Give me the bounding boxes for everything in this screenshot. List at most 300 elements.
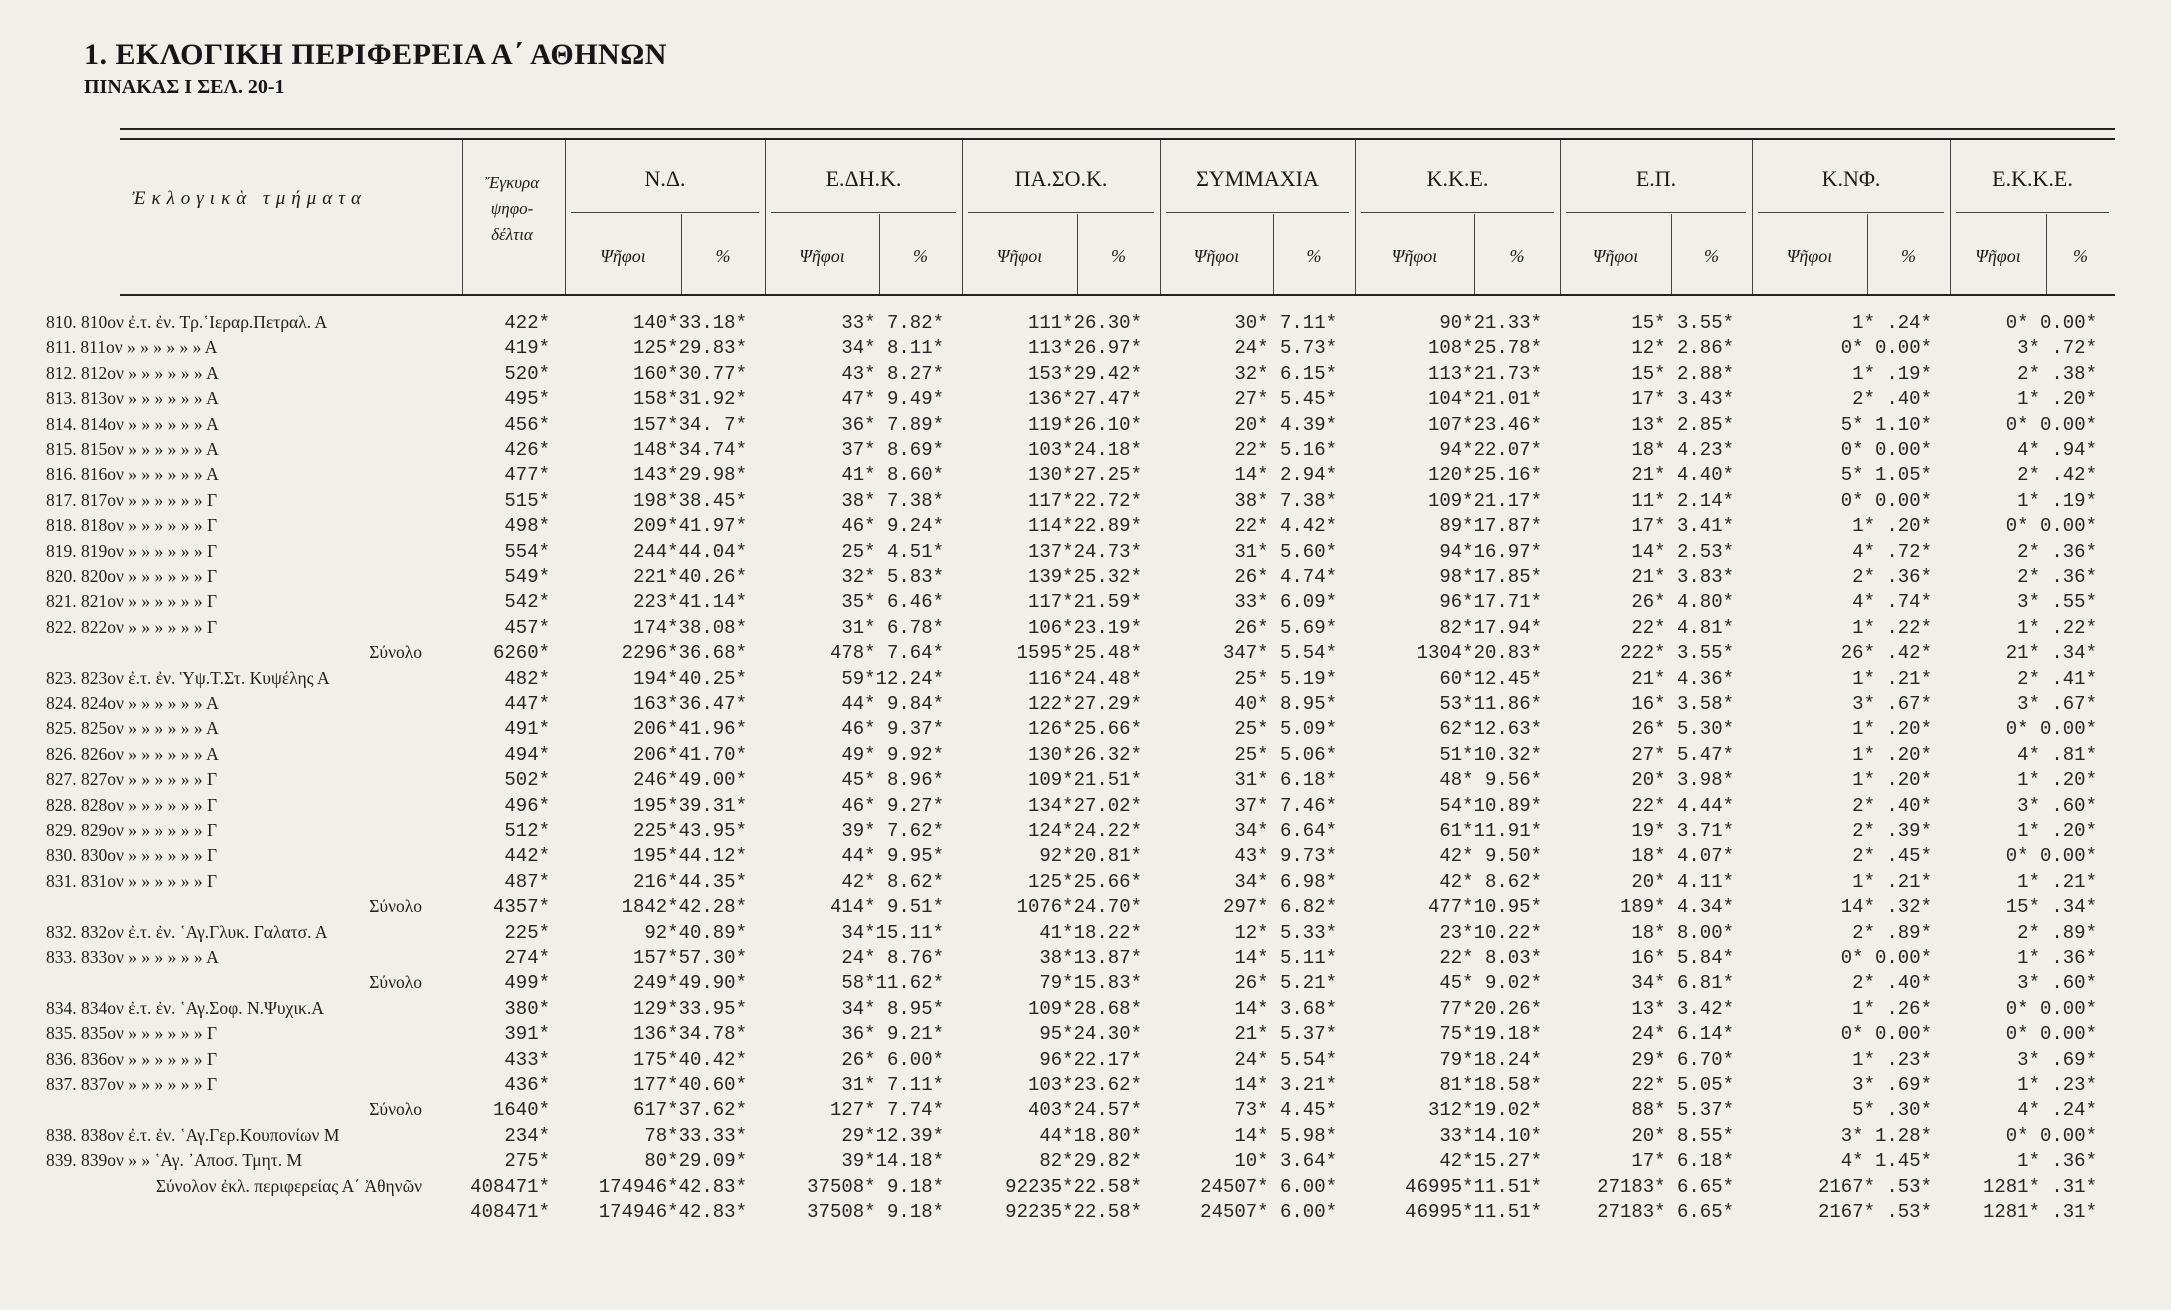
party-result-cell: 14* 2.94* <box>1234 464 1337 487</box>
party-result-cell: 33* 7.82* <box>841 312 944 334</box>
party-result-cell: 30* 7.11* <box>1234 312 1337 334</box>
party-result-cell: 98*17.85* <box>1439 566 1542 588</box>
party-result-cell: 78*33.33* <box>644 1124 747 1147</box>
party-result-cell: 16* 3.58* <box>1631 693 1734 715</box>
row-label: 826. 826ον » » » » » » Α <box>46 743 219 764</box>
row-label: 814. 814ον » » » » » » Α <box>46 413 219 434</box>
party-result-cell: 37* 8.69* <box>841 439 944 461</box>
party-result-cell: 88* 5.37* <box>1631 1099 1734 1122</box>
row-label: 824. 824ον » » » » » » Α <box>46 693 219 713</box>
valid-ballots-cell: 1640* <box>492 1099 550 1122</box>
party-result-cell: 14* 3.21* <box>1234 1074 1337 1096</box>
party-result-cell: 27183* 6.65* <box>1597 1201 1734 1223</box>
row-label: 834. 834ον ἐ.τ. ἐν. ῾Αγ.Σοφ. Ν.Ψυχικ.Α <box>46 997 324 1018</box>
party-result-cell: 157*34. 7* <box>632 413 747 436</box>
party-result-cell: 2* .89* <box>2017 921 2097 944</box>
party-result-cell: 3* 1.28* <box>1840 1124 1932 1147</box>
party-result-cell: 137*24.73* <box>1027 540 1142 563</box>
party-result-cell: 140*33.18* <box>632 312 747 334</box>
party-result-cell: 39* 7.62* <box>841 820 944 842</box>
valid-ballots-cell: 512* <box>504 820 550 842</box>
party-result-cell: 42* 8.62* <box>1439 870 1542 893</box>
party-result-cell: 136*27.47* <box>1027 388 1142 411</box>
percent-subheader: % <box>2073 246 2088 266</box>
valid-ballots-cell: 275* <box>504 1150 550 1173</box>
row-label: 813. 813ον » » » » » » Α <box>46 388 219 409</box>
party-result-cell: 125*29.83* <box>632 337 747 360</box>
party-result-cell: 37508* 9.18* <box>807 1175 944 1198</box>
table-row <box>0 871 2171 895</box>
party-header-underline <box>1166 212 1349 213</box>
header-column-divider <box>462 140 463 294</box>
party-result-cell: 124*24.22* <box>1027 820 1142 842</box>
party-result-cell: 1* .22* <box>2017 616 2097 639</box>
party-header: Ν.Δ. <box>644 166 686 191</box>
votes-pct-divider <box>879 214 880 294</box>
table-row <box>0 414 2171 438</box>
table-row <box>0 439 2171 463</box>
party-result-cell: 53*11.86* <box>1439 693 1542 715</box>
party-result-cell: 23*10.22* <box>1439 921 1542 944</box>
party-result-cell: 5* 1.05* <box>1840 464 1932 487</box>
party-result-cell: 1* .21* <box>1852 667 1932 690</box>
party-result-cell: 79*15.83* <box>1039 972 1142 995</box>
table-subtitle: ΠΙΝΑΚΑΣ Ι ΣΕΛ. 20-1 <box>84 76 285 98</box>
party-result-cell: 42*15.27* <box>1439 1150 1542 1173</box>
party-result-cell: 113*21.73* <box>1427 362 1542 385</box>
party-result-cell: 1* .20* <box>2017 769 2097 792</box>
party-result-cell: 27* 5.47* <box>1631 743 1734 766</box>
party-result-cell: 1* .22* <box>1852 616 1932 639</box>
row-label: 812. 812ον » » » » » » Α <box>46 362 219 383</box>
party-result-cell: 26* 5.21* <box>1234 972 1337 995</box>
party-result-cell: 148*34.74* <box>632 439 747 461</box>
row-label: 819. 819ον » » » » » » Γ <box>46 540 218 561</box>
row-label: 811. 811ον » » » » » » Α <box>46 337 218 358</box>
party-result-cell: 92*40.89* <box>644 921 747 944</box>
party-result-cell: 90*21.33* <box>1439 312 1542 334</box>
party-result-cell: 24* 5.73* <box>1234 337 1337 360</box>
party-result-cell: 42* 9.50* <box>1439 845 1542 868</box>
total-row <box>0 896 2171 920</box>
table-row <box>0 947 2171 971</box>
party-result-cell: 21* .34* <box>2005 642 2097 665</box>
party-result-cell: 33* 6.09* <box>1234 591 1337 614</box>
row-label: 833. 833ον » » » » » » Α <box>46 947 219 967</box>
row-label <box>22 1201 422 1225</box>
party-result-cell: 117*21.59* <box>1027 591 1142 614</box>
row-label: 827. 827ον » » » » » » Γ <box>46 769 218 790</box>
party-result-cell: 16* 5.84* <box>1631 947 1734 969</box>
party-result-cell: 109*21.51* <box>1027 769 1142 792</box>
votes-pct-divider <box>1273 214 1274 294</box>
party-result-cell: 27* 5.45* <box>1234 388 1337 411</box>
votes-pct-divider <box>681 214 682 294</box>
table-row <box>0 388 2171 412</box>
party-result-cell: 157*57.30* <box>632 947 747 969</box>
party-result-cell: 26* 5.69* <box>1234 616 1337 639</box>
row-label: Σύνολο <box>369 972 422 993</box>
party-result-cell: 175*40.42* <box>632 1048 747 1071</box>
party-result-cell: 31* 5.60* <box>1234 540 1337 563</box>
party-result-cell: 46995*11.51* <box>1405 1201 1542 1223</box>
total-row <box>0 1201 2171 1225</box>
party-result-cell: 36* 9.21* <box>841 1023 944 1046</box>
party-result-cell: 113*26.97* <box>1027 337 1142 360</box>
party-result-cell: 0* 0.00* <box>2005 312 2097 334</box>
party-result-cell: 111*26.30* <box>1027 312 1142 334</box>
row-label: 822. 822ον » » » » » » Γ <box>46 616 218 637</box>
party-header-underline <box>571 212 759 213</box>
party-result-cell: 4* 1.45* <box>1840 1150 1932 1173</box>
party-result-cell: 13* 2.85* <box>1631 413 1734 436</box>
valid-ballots-cell: 554* <box>504 540 550 563</box>
party-result-cell: 44*18.80* <box>1039 1124 1142 1147</box>
party-result-cell: 14* 5.11* <box>1234 947 1337 969</box>
party-result-cell: 174946*42.83* <box>598 1201 747 1223</box>
party-header: ΣΥΜΜΑΧΙΑ <box>1196 166 1319 191</box>
party-result-cell: 26* 4.80* <box>1631 591 1734 614</box>
party-result-cell: 5* .30* <box>1852 1099 1932 1122</box>
party-result-cell: 130*26.32* <box>1027 743 1142 766</box>
party-result-cell: 120*25.16* <box>1427 464 1542 487</box>
party-result-cell: 0* 0.00* <box>2005 1023 2097 1046</box>
party-result-cell: 34* 6.81* <box>1631 972 1734 995</box>
party-result-cell: 95*24.30* <box>1039 1023 1142 1046</box>
header-column-divider <box>1752 140 1753 294</box>
votes-subheader: Ψῆφοι <box>1786 246 1833 266</box>
party-result-cell: 0* 0.00* <box>2005 413 2097 436</box>
valid-ballots-cell: 495* <box>504 388 550 411</box>
party-result-cell: 25* 4.51* <box>841 540 944 563</box>
party-result-cell: 2* .45* <box>1852 845 1932 868</box>
percent-subheader: % <box>1704 246 1719 266</box>
party-result-cell: 104*21.01* <box>1427 388 1542 411</box>
party-result-cell: 38*13.87* <box>1039 947 1142 969</box>
row-label: 837. 837ον » » » » » » Γ <box>46 1074 218 1094</box>
party-result-cell: 103*24.18* <box>1027 439 1142 461</box>
party-result-cell: 1* .20* <box>1852 769 1932 792</box>
party-result-cell: 1* .19* <box>2017 489 2097 512</box>
valid-ballots-cell: 274* <box>504 947 550 969</box>
party-result-cell: 206*41.70* <box>632 743 747 766</box>
party-result-cell: 26* 4.74* <box>1234 566 1337 588</box>
table-row <box>0 541 2171 565</box>
party-result-cell: 0* 0.00* <box>2005 845 2097 868</box>
header-column-divider <box>1160 140 1161 294</box>
party-result-cell: 222* 3.55* <box>1619 642 1734 665</box>
party-result-cell: 114*22.89* <box>1027 515 1142 538</box>
valid-ballots-cell: 487* <box>504 870 550 893</box>
party-result-cell: 1842*42.28* <box>621 896 747 919</box>
table-row <box>0 922 2171 946</box>
table-row <box>0 668 2171 692</box>
valid-ballots-cell: 234* <box>504 1124 550 1147</box>
party-result-cell: 1* .23* <box>1852 1048 1932 1071</box>
party-result-cell: 0* 0.00* <box>1840 439 1932 461</box>
valid-ballots-cell: 502* <box>504 769 550 792</box>
party-result-cell: 20* 8.55* <box>1631 1124 1734 1147</box>
percent-subheader: % <box>913 246 928 266</box>
party-header: Ε.ΔΗ.Κ. <box>825 166 902 191</box>
valid-ballots-cell: 499* <box>504 972 550 995</box>
table-row <box>0 820 2171 844</box>
valid-ballots-cell: 408471* <box>470 1175 550 1198</box>
party-result-cell: 44* 9.95* <box>841 845 944 868</box>
party-result-cell: 139*25.32* <box>1027 566 1142 588</box>
row-label: 835. 835ον » » » » » » Γ <box>46 1023 218 1044</box>
header-bottom-rule <box>120 294 2115 296</box>
party-result-cell: 21* 4.36* <box>1631 667 1734 690</box>
party-result-cell: 2* .36* <box>2017 540 2097 563</box>
party-result-cell: 195*39.31* <box>632 794 747 817</box>
valid-ballots-cell: 457* <box>504 616 550 639</box>
party-result-cell: 134*27.02* <box>1027 794 1142 817</box>
party-result-cell: 4* .72* <box>1852 540 1932 563</box>
party-result-cell: 43* 8.27* <box>841 362 944 385</box>
party-result-cell: 37* 7.46* <box>1234 794 1337 817</box>
party-result-cell: 24* 8.76* <box>841 947 944 969</box>
valid-ballots-cell: 477* <box>504 464 550 487</box>
party-result-cell: 18* 4.07* <box>1631 845 1734 868</box>
table-row <box>0 718 2171 742</box>
valid-ballots-cell: 442* <box>504 845 550 868</box>
table-row <box>0 363 2171 387</box>
party-result-cell: 21* 5.37* <box>1234 1023 1337 1046</box>
party-result-cell: 47* 9.49* <box>841 388 944 411</box>
party-result-cell: 46995*11.51* <box>1405 1175 1542 1198</box>
party-result-cell: 2* .40* <box>1852 972 1932 995</box>
party-result-cell: 81*18.58* <box>1439 1074 1542 1096</box>
row-label: 823. 823ον ἐ.τ. ἐν. Ὑψ.Τ.Στ. Κυψέλης Α <box>46 667 330 688</box>
party-result-cell: 0* 0.00* <box>1840 947 1932 969</box>
valid-ballots-cell: 225* <box>504 921 550 944</box>
party-result-cell: 25* 5.09* <box>1234 718 1337 741</box>
party-result-cell: 22* 4.42* <box>1234 515 1337 538</box>
row-label: 821. 821ον » » » » » » Γ <box>46 591 218 612</box>
party-result-cell: 1* .36* <box>2017 947 2097 969</box>
party-header-underline <box>1361 212 1554 213</box>
table-row <box>0 591 2171 615</box>
valid-ballots-cell: 422* <box>504 312 550 334</box>
header-column-divider <box>1355 140 1356 294</box>
party-result-cell: 3* .55* <box>2017 591 2097 614</box>
party-result-cell: 22* 4.81* <box>1631 616 1734 639</box>
party-result-cell: 3* .67* <box>2017 693 2097 715</box>
party-result-cell: 12* 2.86* <box>1631 337 1734 360</box>
party-result-cell: 195*44.12* <box>632 845 747 868</box>
units-header: Ἐκλογικὰ τμήματα <box>132 188 367 209</box>
party-result-cell: 1* .23* <box>2017 1074 2097 1096</box>
party-result-cell: 198*38.45* <box>632 489 747 512</box>
party-result-cell: 92*20.81* <box>1039 845 1142 868</box>
party-result-cell: 18* 8.00* <box>1631 921 1734 944</box>
row-label: 838. 838ον ἐ.τ. ἐν. ῾Αγ.Γερ.Κουπονίων Μ <box>46 1124 340 1145</box>
party-result-cell: 92235*22.58* <box>1005 1201 1142 1223</box>
party-result-cell: 62*12.63* <box>1439 718 1542 741</box>
row-label: 831. 831ον » » » » » » Γ <box>46 870 218 891</box>
table-row <box>0 1074 2171 1098</box>
votes-pct-divider <box>2046 214 2047 294</box>
party-result-cell: 174*38.08* <box>632 616 747 639</box>
party-result-cell: 1076*24.70* <box>1016 896 1142 919</box>
party-result-cell: 40* 8.95* <box>1234 693 1337 715</box>
party-result-cell: 194*40.25* <box>632 667 747 690</box>
valid-ballots-cell: 496* <box>504 794 550 817</box>
valid-ballots-cell: 498* <box>504 515 550 538</box>
row-label: 828. 828ον » » » » » » Γ <box>46 794 218 815</box>
party-result-cell: 129*33.95* <box>632 997 747 1020</box>
party-result-cell: 246*49.00* <box>632 769 747 792</box>
party-result-cell: 4* .81* <box>2017 743 2097 766</box>
party-result-cell: 39*14.18* <box>841 1150 944 1173</box>
party-result-cell: 54*10.89* <box>1439 794 1542 817</box>
header-column-divider <box>1950 140 1951 294</box>
party-result-cell: 3* .60* <box>2017 972 2097 995</box>
row-label: 832. 832ον ἐ.τ. ἐν. ῾Αγ.Γλυκ. Γαλατσ. Α <box>46 921 328 942</box>
party-result-cell: 15* 2.88* <box>1631 362 1734 385</box>
party-result-cell: 0* 0.00* <box>1840 489 1932 512</box>
party-header: Ε.Π. <box>1635 166 1677 191</box>
party-result-cell: 107*23.46* <box>1427 413 1542 436</box>
party-result-cell: 2* .41* <box>2017 667 2097 690</box>
party-result-cell: 14* 2.53* <box>1631 540 1734 563</box>
party-result-cell: 58*11.62* <box>841 972 944 995</box>
party-header-underline <box>771 212 956 213</box>
party-result-cell: 4* .94* <box>2017 439 2097 461</box>
party-result-cell: 2* .36* <box>1852 566 1932 588</box>
party-result-cell: 2167* .53* <box>1817 1201 1932 1223</box>
party-result-cell: 3* .72* <box>2017 337 2097 360</box>
party-result-cell: 32* 6.15* <box>1234 362 1337 385</box>
valid-ballots-cell: 408471* <box>470 1201 550 1223</box>
party-result-cell: 297* 6.82* <box>1222 896 1337 919</box>
party-result-cell: 1* .26* <box>1852 997 1932 1020</box>
page-title: 1. ΕΚΛΟΓΙΚΗ ΠΕΡΙΦΕΡΕΙΑ Α΄ ΑΘΗΝΩΝ <box>84 38 667 71</box>
votes-pct-divider <box>1671 214 1672 294</box>
party-header: Κ.Κ.Ε. <box>1426 166 1489 191</box>
valid-ballots-cell: 433* <box>504 1048 550 1071</box>
party-result-cell: 477*10.95* <box>1427 896 1542 919</box>
header-column-divider <box>1560 140 1561 294</box>
party-result-cell: 0* 0.00* <box>1840 1023 1932 1046</box>
party-result-cell: 2296*36.68* <box>621 642 747 665</box>
percent-subheader: % <box>1306 246 1322 266</box>
party-result-cell: 2* .36* <box>2017 566 2097 588</box>
valid-header-line3: δέλτια <box>491 225 533 244</box>
row-label: 830. 830ον » » » » » » Γ <box>46 845 218 866</box>
votes-subheader: Ψῆφοι <box>996 246 1043 266</box>
valid-ballots-cell: 447* <box>504 693 550 715</box>
party-result-cell: 96*22.17* <box>1039 1048 1142 1071</box>
party-result-cell: 59*12.24* <box>841 667 944 690</box>
table-row <box>0 312 2171 336</box>
party-result-cell: 5* 1.10* <box>1840 413 1932 436</box>
party-result-cell: 122*27.29* <box>1027 693 1142 715</box>
party-result-cell: 45* 8.96* <box>841 769 944 792</box>
party-header-underline <box>1956 212 2109 213</box>
valid-header-line1: Ἔγκυρα <box>484 173 540 192</box>
party-result-cell: 73* 4.45* <box>1234 1099 1337 1122</box>
party-result-cell: 3* .69* <box>1852 1074 1932 1096</box>
total-row <box>0 972 2171 996</box>
party-result-cell: 20* 4.39* <box>1234 413 1337 436</box>
party-header: Κ.ΝΦ. <box>1821 166 1881 191</box>
party-result-cell: 82*29.82* <box>1039 1150 1142 1173</box>
party-result-cell: 80*29.09* <box>644 1150 747 1173</box>
votes-subheader: Ψῆφοι <box>1193 246 1240 266</box>
party-result-cell: 223*41.14* <box>632 591 747 614</box>
party-result-cell: 32* 5.83* <box>841 566 944 588</box>
party-result-cell: 26* 5.30* <box>1631 718 1734 741</box>
percent-subheader: % <box>715 246 731 266</box>
party-result-cell: 106*23.19* <box>1027 616 1142 639</box>
party-result-cell: 403*24.57* <box>1027 1099 1142 1122</box>
party-result-cell: 1* .24* <box>1852 312 1932 334</box>
table-row <box>0 1150 2171 1174</box>
party-result-cell: 92235*22.58* <box>1005 1175 1142 1198</box>
valid-ballots-cell: 426* <box>504 439 550 461</box>
votes-subheader: Ψῆφοι <box>1592 246 1639 266</box>
party-result-cell: 209*41.97* <box>632 515 747 538</box>
valid-ballots-cell: 494* <box>504 743 550 766</box>
party-result-cell: 34* 8.95* <box>841 997 944 1020</box>
party-result-cell: 12* 5.33* <box>1234 921 1337 944</box>
party-result-cell: 45* 9.02* <box>1439 972 1542 995</box>
party-result-cell: 1* .20* <box>1852 743 1932 766</box>
party-result-cell: 109*21.17* <box>1427 489 1542 512</box>
total-row <box>0 1099 2171 1123</box>
party-result-cell: 1* .21* <box>2017 870 2097 893</box>
party-result-cell: 225*43.95* <box>632 820 747 842</box>
party-result-cell: 79*18.24* <box>1439 1048 1542 1071</box>
party-result-cell: 24507* 6.00* <box>1200 1175 1337 1198</box>
party-result-cell: 158*31.92* <box>632 388 747 411</box>
party-result-cell: 3* .60* <box>2017 794 2097 817</box>
votes-pct-divider <box>1474 214 1475 294</box>
party-result-cell: 0* 0.00* <box>2005 718 2097 741</box>
valid-ballots-cell: 515* <box>504 489 550 512</box>
party-result-cell: 31* 7.11* <box>841 1074 944 1096</box>
party-result-cell: 46* 9.27* <box>841 794 944 817</box>
party-result-cell: 2* .89* <box>1852 921 1932 944</box>
party-result-cell: 1* .20* <box>2017 820 2097 842</box>
party-result-cell: 0* 0.00* <box>2005 997 2097 1020</box>
party-result-cell: 14* 5.98* <box>1234 1124 1337 1147</box>
row-label: 810. 810ον ἐ.τ. ἐν. Τρ.῾Ιεραρ.Πετραλ. Α <box>46 312 328 332</box>
votes-subheader: Ψῆφοι <box>799 246 845 266</box>
party-result-cell: 143*29.98* <box>632 464 747 487</box>
row-label: 817. 817ον » » » » » » Γ <box>46 489 218 510</box>
party-result-cell: 153*29.42* <box>1027 362 1142 385</box>
party-result-cell: 14* 3.68* <box>1234 997 1337 1020</box>
valid-header-line2: ψηφο- <box>490 199 534 218</box>
party-result-cell: 26* 6.00* <box>841 1048 944 1071</box>
party-result-cell: 75*19.18* <box>1439 1023 1542 1046</box>
party-result-cell: 41* 8.60* <box>841 464 944 487</box>
party-result-cell: 0* 0.00* <box>2005 515 2097 538</box>
table-row <box>0 490 2171 514</box>
table-row <box>0 998 2171 1022</box>
valid-ballots-cell: 391* <box>504 1023 550 1046</box>
party-result-cell: 1304*20.83* <box>1416 642 1542 665</box>
party-result-cell: 31* 6.78* <box>841 616 944 639</box>
party-result-cell: 17* 6.18* <box>1631 1150 1734 1173</box>
party-result-cell: 36* 7.89* <box>841 413 944 436</box>
party-result-cell: 1* .19* <box>1852 362 1932 385</box>
party-result-cell: 34* 6.64* <box>1234 820 1337 842</box>
party-result-cell: 126*25.66* <box>1027 718 1142 741</box>
